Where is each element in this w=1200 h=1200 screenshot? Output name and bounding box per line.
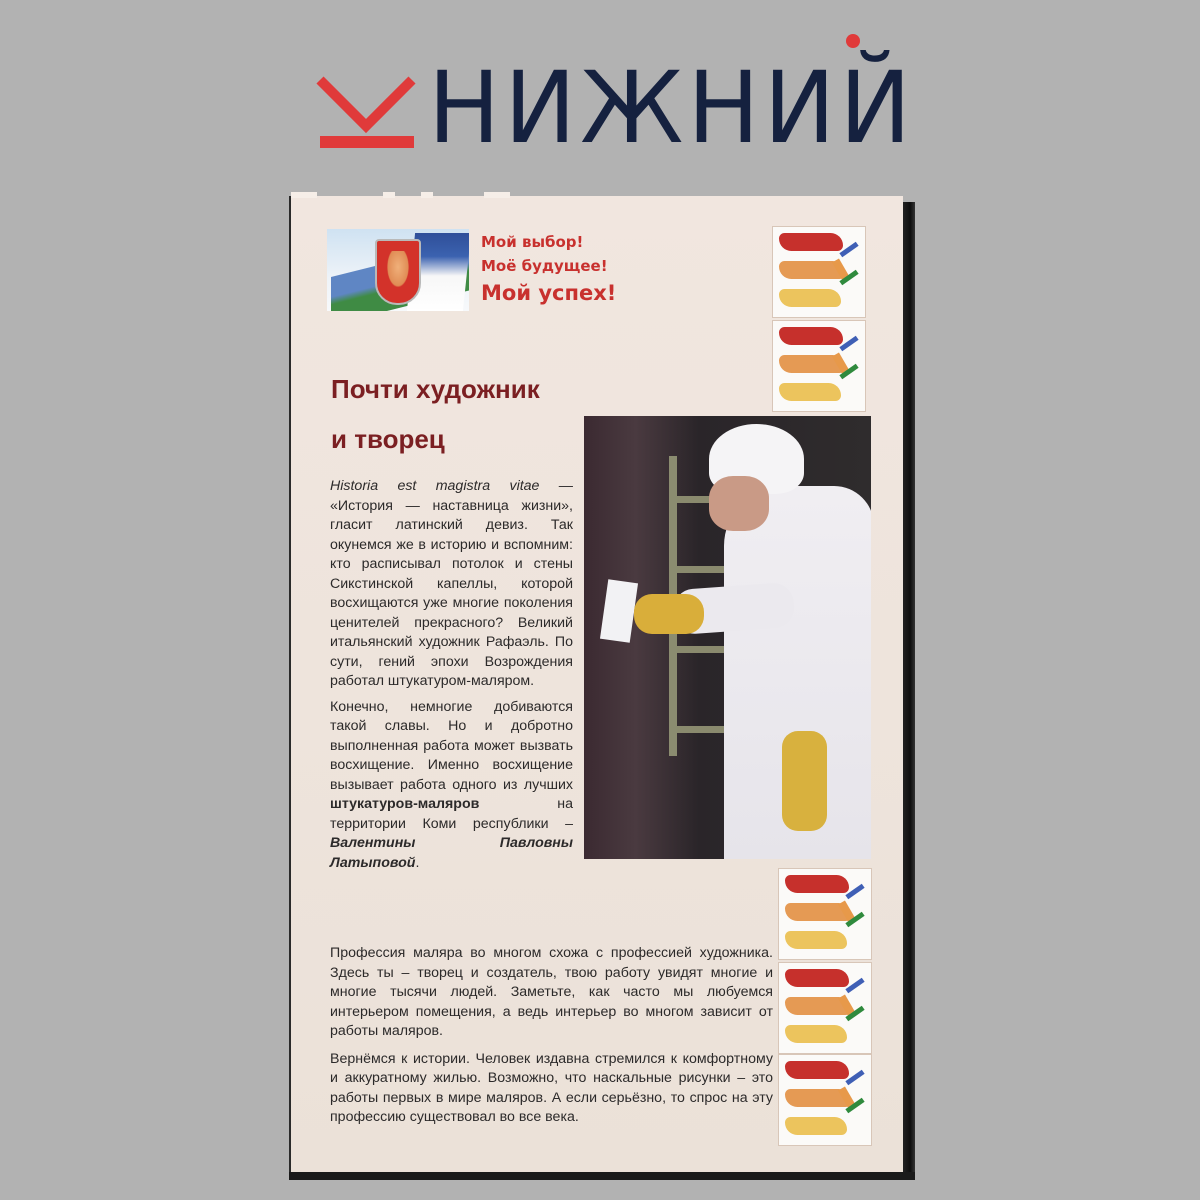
article-text-narrow — [330, 477, 573, 879]
motto-line-3: Мой успех! — [481, 281, 617, 305]
paragraph-3: Профессия маляра во многом схожа с профессией художника. Здесь ты – творец и создатель, твою работу увидят многие и многие тысячи людей. Заметьте, как часто мы любуемся интерьером помещения, а ведь интерьер во многом зависит от работы маляров. — [330, 945, 773, 1039]
logo-text: НИЖНИЙ — [428, 50, 916, 166]
title-line-2: и творец — [331, 424, 445, 454]
motto-line-2: Моё будущее! — [481, 257, 608, 275]
article-text-wide — [330, 944, 773, 1136]
profession-highlight: штукатуров-маляров — [330, 796, 480, 812]
motto-line-1: Мой выбор! — [481, 233, 584, 251]
logo-k-mark-icon — [316, 74, 418, 150]
paragraph-4: Вернёмся к истории. Человек издавна стремился к комфортному и аккуратному жилью. Возможно, что наскальные рисунки – это работы первых в мире маляров. А если серьёзно, то спрос на эту профессию существовал во все века. — [330, 1050, 773, 1125]
book-page — [289, 196, 903, 1172]
bookstore-logo — [316, 40, 916, 166]
motto — [481, 230, 616, 308]
paragraph-2: Конечно, немногие добиваются такой славы. Но и добротно выполненная работа может вызвать восхищение. Именно восхищение вызывает работа одного из лучших штукатуров-маляров на территории Коми республики – Валентины Павловны Латыповой. — [330, 698, 573, 871]
logo-dot-icon — [846, 34, 860, 48]
page-spine-shadow — [903, 202, 915, 1180]
paint-swatch-icon — [778, 962, 872, 1054]
coat-of-arms-shield-icon — [375, 239, 421, 305]
book-page-scan — [289, 196, 917, 1180]
komi-flag-emblem-icon — [327, 229, 469, 311]
paint-swatch-icon — [778, 1054, 872, 1146]
latin-quote: Historia est magistra vitae — [330, 478, 540, 494]
paint-swatch-icon — [772, 226, 866, 318]
title-line-1: Почти художник — [331, 374, 540, 404]
paragraph-1: Historia est magistra vitae — «История — наставница жизни», гласит латинский девиз. Так окунемся же в историю и вспомним: кто расписывал потолок и стены Сикстинской капеллы, которой восхищаются уже многие поколения ценителей прекрасного? Великий итальянский художник Рафаэль. По сути, гений эпохи Возрождения работал штукатуром-маляром. — [330, 478, 573, 689]
person-name: Валентины Павловны Латыповой — [330, 835, 573, 871]
worker-photo — [584, 416, 871, 859]
paint-swatch-icon — [778, 868, 872, 960]
paint-swatch-icon — [772, 320, 866, 412]
page-bottom-shadow — [289, 1172, 915, 1180]
